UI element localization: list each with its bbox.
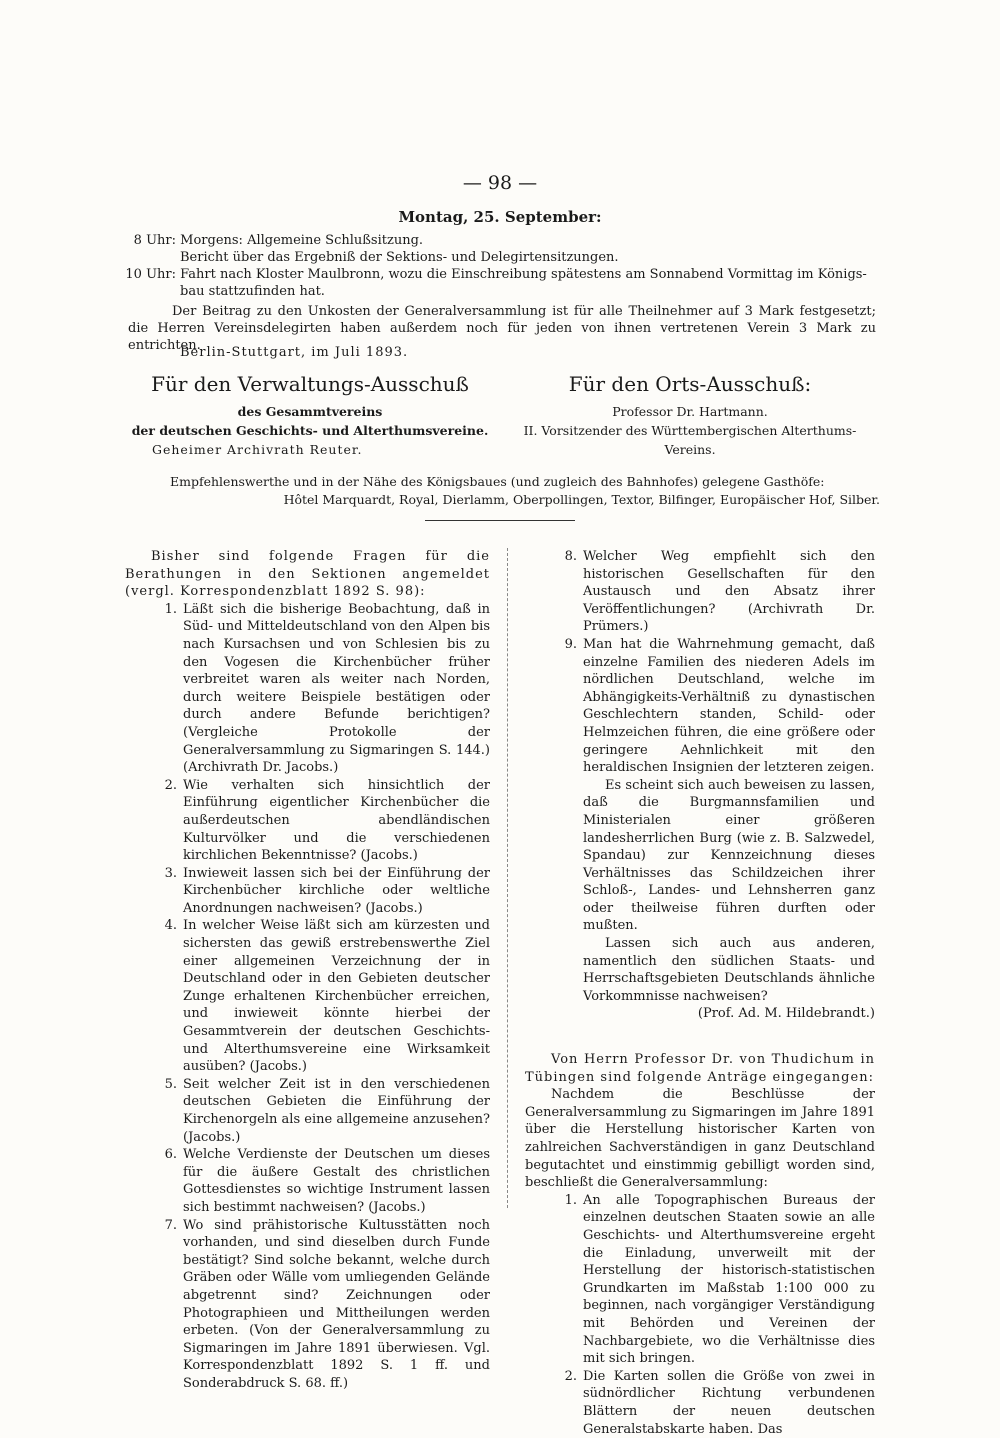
question-item xyxy=(125,1076,490,1146)
column-separator xyxy=(507,548,508,1208)
question-item xyxy=(525,548,875,636)
question-item xyxy=(125,917,490,1075)
question-item xyxy=(125,777,490,865)
motion-item xyxy=(525,1192,875,1368)
schedule-time: 10 Uhr: xyxy=(125,267,176,282)
question-text: Wie verhalten sich hinsichtlich der Einführung eigentlicher Kirchenbücher die außerdeutschen abendländischen Kulturvölker und die verschiedenen kirchlichen Bekenntnisse? (Jacobs.) xyxy=(183,777,490,864)
question-paragraph: Es scheint sich auch beweisen zu lassen, daß die Burgmannsfamilien und Ministerialen einer größeren landesherrlichen Burg (wie z. B. Salzwedel, Spandau) zur Kennzeichnung dieses Verhältnisses das Schildzeichen ihrer Schloß-, Landes- und Lehnsherren ganz oder theilweise führen durften oder mußten. xyxy=(583,777,875,934)
day-heading: Montag, 25. September: xyxy=(398,208,602,226)
question-signature: (Prof. Ad. M. Hildebrandt.) xyxy=(697,1006,875,1022)
schedule-entry-1 xyxy=(118,232,878,266)
committee-right xyxy=(500,372,880,459)
hotels-note xyxy=(170,473,880,509)
motions-intro: Von Herrn Professor Dr. von Thudichum in Tübingen sind folgende Anträge eingegangen: xyxy=(525,1052,875,1085)
left-column xyxy=(125,548,490,1393)
question-item xyxy=(125,601,490,777)
motion-text: Die Karten sollen die Größe von zwei in südnördlicher Richtung verbundenen Blättern der neuen deutschen Generalstabskarte haben. Das xyxy=(583,1368,875,1437)
schedule-time: 8 Uhr: xyxy=(133,233,176,248)
schedule-line: Bericht über das Ergebniß der Sektions- und Delegirtensitzungen. xyxy=(180,250,619,265)
question-item xyxy=(125,865,490,918)
right-column xyxy=(525,548,875,1438)
committee-left-title: Für den Verwaltungs-Ausschuß xyxy=(151,372,469,396)
question-item xyxy=(125,1217,490,1393)
schedule-line: Fahrt nach Kloster Maulbronn, wozu die Einschreibung spätestens am Sonnabend Vormittag im Königs- xyxy=(180,267,867,282)
committee-right-line2: II. Vorsitzender des Württembergischen Alterthums-Vereins. xyxy=(523,423,857,457)
question-text: Wo sind prähistorische Kultusstätten noch vorhanden, und sind dieselben durch Funde bestätigt? Sind solche bekannt, welche durch Gräben oder Wälle vom umliegenden Gelände abgetrennt sind? Zeichnungen oder Photographieen und Mittheilungen werden erbeten. (Von der Generalversammlung zu Sigmaringen im Jahre 1891 überwiesen. Vgl. Korrespondenzblatt 1892 S. 1 ff. und Sonderabdruck S. 68. ff.) xyxy=(183,1217,490,1391)
question-number: 5. xyxy=(164,1076,177,1092)
hotels-line2: Hôtel Marquardt, Royal, Dierlamm, Oberpollingen, Textor, Bilfinger, Europäischer Hof, Silber. xyxy=(283,492,880,507)
question-number: 4. xyxy=(164,918,177,934)
question-item xyxy=(525,636,875,777)
motion-item xyxy=(525,1368,875,1438)
place-date: Berlin-Stuttgart, im Juli 1893. xyxy=(180,345,409,360)
question-number: 6. xyxy=(164,1147,177,1163)
motion-number: 1. xyxy=(564,1192,577,1208)
schedule-entry-2 xyxy=(118,266,878,300)
horizontal-rule xyxy=(425,520,575,521)
question-paragraph: Lassen sich auch aus anderen, namentlich den südlichen Staats- und Herrschaftsgebieten Deutschlands ähnliche Vorkommnisse nachweisen? xyxy=(583,936,875,1004)
question-text: Seit welcher Zeit ist in den verschiedenen deutschen Gebieten die Einführung der Kirchenorgeln als eine allgemeine anzusehen? (Jacobs.) xyxy=(183,1076,490,1145)
questions-intro: Bisher sind folgende Fragen für die Berathungen in den Sektionen angemeldet (vergl. Korrespondenzblatt 1892 S. 98): xyxy=(125,549,490,600)
motion-text: An alle Topographischen Bureaus der einzelnen deutschen Staaten sowie an alle Geschichts- und Alterthumsvereine ergeht die Einladung, unverweilt mit der Herstellung der historisch-statistischen Grundkarten im Maßstab 1:100 000 zu beginnen, nach vorgängiger Verständigung mit Behörden und Vereinen der Nachbargebiete, wo die Verhältnisse dies mit sich bringen. xyxy=(583,1192,875,1367)
question-text: Läßt sich die bisherige Beobachtung, daß in Süd- und Mitteldeutschland von den Alpen bis nach Kursachsen und von Schlesien bis zu den Vogesen die Kirchenbücher früher verbreitet waren als weiter nach Norden, durch weitere Beispiele bestätigen oder durch andere Befunde berichtigen? (Vergleiche Protokolle der Generalversammlung zu Sigmaringen S. 144.) (Archivrath Dr. Jacobs.) xyxy=(183,601,490,776)
schedule-line: Morgens: Allgemeine Schlußsitzung. xyxy=(180,233,424,248)
committee-right-line1: Professor Dr. Hartmann. xyxy=(612,404,768,419)
committee-left-line2: der deutschen Geschichts- und Alterthumsvereine. xyxy=(131,423,489,438)
question-number: 1. xyxy=(164,601,177,617)
question-item xyxy=(125,1146,490,1216)
motions-paragraph: Nachdem die Beschlüsse der Generalversammlung zu Sigmaringen im Jahre 1891 über die Herstellung historischer Karten von zahlreichen Sachverständigen in ganz Deutschland begutachtet und einstimmig gebilligt worden sind, beschließt die Generalversammlung: xyxy=(525,1087,875,1191)
question-text: Inwieweit lassen sich bei der Einführung der Kirchenbücher kirchliche oder weltliche Anordnungen nachweisen? (Jacobs.) xyxy=(183,865,490,916)
hotels-line1: Empfehlenswerthe und in der Nähe des Königsbaues (und zugleich des Bahnhofes) gelegene Gasthöfe: xyxy=(170,474,825,489)
question-number: 8. xyxy=(564,549,577,564)
schedule-line: bau stattzufinden hat. xyxy=(180,284,325,299)
question-number: 3. xyxy=(164,865,177,881)
page-number: — 98 — xyxy=(462,172,538,194)
question-text: In welcher Weise läßt sich am kürzesten und sichersten das gewiß erstrebenswerthe Ziel einer allgemeinen Verzeichnung der in Deutschland oder in den Gebieten deutscher Zunge erhaltenen Kirchenbücher erreichen, und inwieweit könnte hierbei der Gesammtverein der deutschen Geschichts- und Alterthumsvereine eine Wirksamkeit ausüben? (Jacobs.) xyxy=(183,918,490,1075)
committee-left-line1: des Gesammtvereins xyxy=(237,404,383,419)
question-number: 7. xyxy=(164,1217,177,1233)
question-number: 2. xyxy=(164,777,177,793)
question-text: Man hat die Wahrnehmung gemacht, daß einzelne Familien des niederen Adels im nördlichen Deutschland, welche im Abhängigkeits-Verhältniß zu dynastischen Geschlechtern standen, Schild- oder Helmzeichen führen, die eine größere oder geringere Aehnlichkeit mit den heraldischen Insignien der letzteren zeigen. xyxy=(583,636,875,776)
fee-paragraph: Der Beitrag zu den Unkosten der Generalversammlung ist für alle Theilnehmer auf 3 Mark festgesetzt; die Herren Vereinsdelegirten haben außerdem noch für jeden von ihnen vertretenen Verein 3 Mark zu entrichten. xyxy=(128,304,876,353)
committee-left-signature: Geheimer Archivrath Reuter. xyxy=(152,442,363,457)
question-number: 9. xyxy=(564,636,577,652)
committee-left xyxy=(130,372,490,459)
motion-number: 2. xyxy=(564,1368,577,1384)
question-text: Welche Verdienste der Deutschen um dieses für die äußere Gestalt des christlichen Gottesdienstes so wichtige Instrument lassen sich bestimmt nachweisen? (Jacobs.) xyxy=(183,1147,490,1215)
committee-right-title: Für den Orts-Ausschuß: xyxy=(568,372,812,396)
question-text: Welcher Weg empfiehlt sich den historischen Gesellschaften für den Austausch und den Absatz ihrer Veröffentlichungen? (Archivrath Dr. Prümers.) xyxy=(583,549,875,635)
